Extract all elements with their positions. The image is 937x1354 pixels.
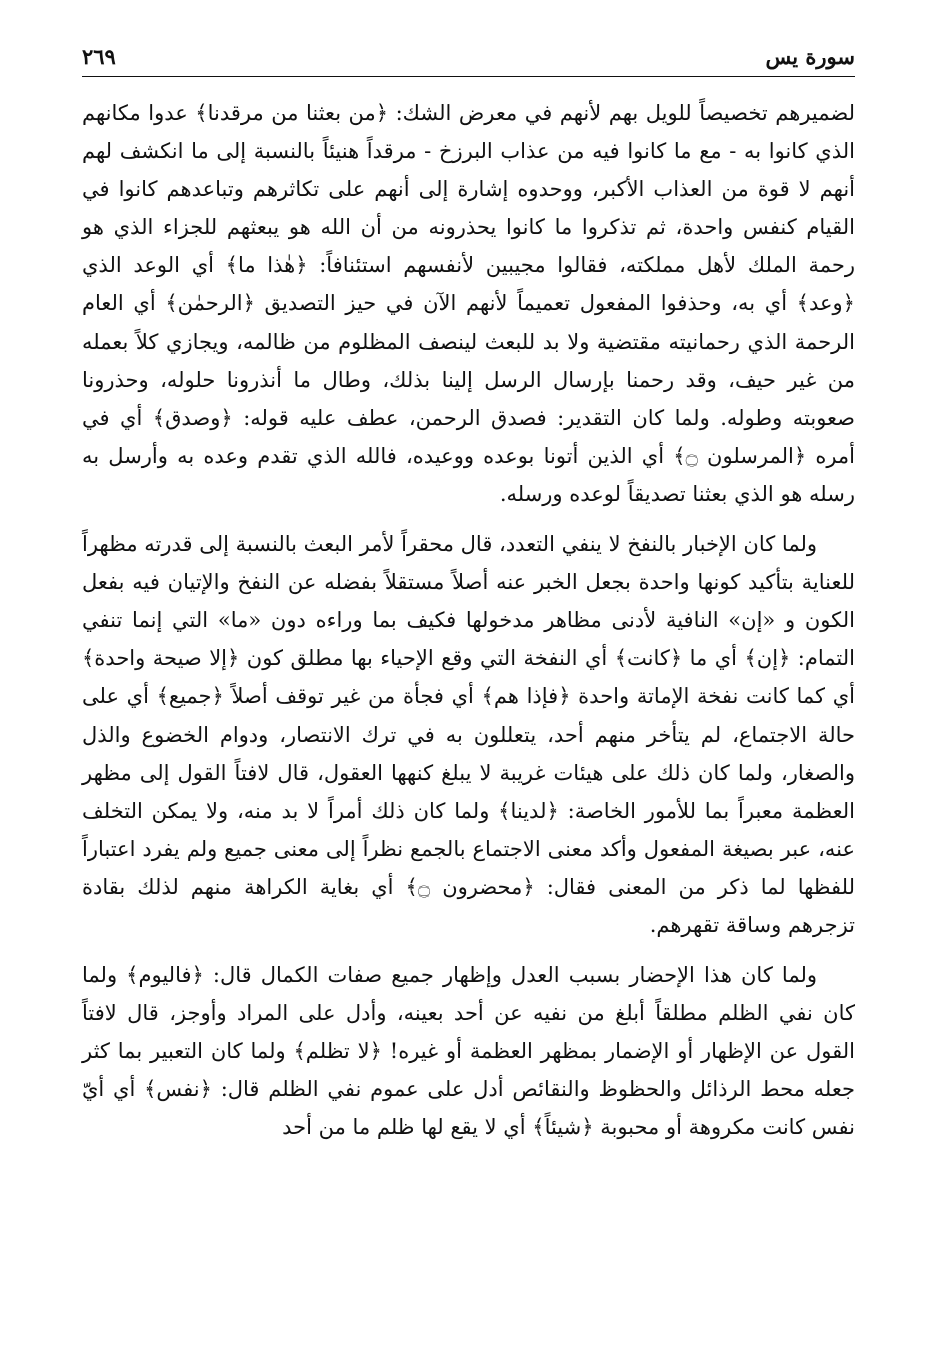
paragraph-1-text: لضميرهم تخصيصاً للويل بهم لأنهم في معرض الشك: ﴿من بعثنا من مرقدنا﴾ عدوا مكانهم الذي كانوا به - مع ما كانوا فيه من عذاب البرزخ - مرقداً هنيئاً بالنسبة إلى ما انكشف لهم أنهم لا قوة من العذاب الأكبر، ووحدوه إشارة إلى أنهم على تكاثرهم وتباعدهم كانوا في القيام كنفس واحدة، ثم تذكروا ما كانوا يحذرونه من أن الله هو يبعثهم للجزاء الذي هو رحمة الملك لأهل مملكته، فقالوا مجيبين لأنفسهم استئنافاً: ﴿هٰذا ما﴾ أي الوعد الذي ﴿وعد﴾ أي به، وحذفوا المفعول تعميماً لأنهم الآن في حيز التصديق ﴿الرحمٰن﴾ أي العام الرحمة الذي رحمانيته مقتضية ولا بد للبعث لينصف المظلوم من ظالمه، ويجازي كلاً بعمله من غير حيف، وقد رحمنا بإرسال الرسل إلينا بذلك، وطال ما أنذرونا حلوله، وحذرونا صعوبته وطوله. ولما كان التقدير: فصدق الرحمن، عطف عليه قوله: ﴿وصدق﴾ أي في أمره ﴿المرسلون ۝﴾ أي الذين أتونا بوعده ووعيده، فالله الذي تقدم وعده به وأرسل به رسله هو الذي بعثنا تصديقاً لوعده ورسله. — [82, 101, 855, 506]
paragraph-1 — [82, 94, 855, 513]
paragraph-3 — [82, 956, 855, 1146]
paragraph-2-text: ولما كان الإخبار بالنفخ لا ينفي التعدد، قال محقراً لأمر البعث بالنسبة إلى قدرته مظهراً للعناية بتأكيد كونها واحدة بجعل الخبر عنه أصلاً مستقلاً بفضله عن النفخ والإتيان فيه بفعل الكون و «إن» النافية لأدنى مظاهر مدخولها فكيف بما وراءه دون «ما» التي إنما تنفي التمام: ﴿إن﴾ أي ما ﴿كانت﴾ أي النفخة التي وقع الإحياء بها مطلق كون ﴿إلا صيحة واحدة﴾ أي كما كانت نفخة الإماتة واحدة ﴿فإذا هم﴾ أي فجأة من غير توقف أصلاً ﴿جميع﴾ أي على حالة الاجتماع، لم يتأخر منهم أحد، يتعللون به في ترك الانتصار، ودوام الخضوع والذل والصغار، ولما كان ذلك على هيئات غريبة لا يبلغ كنهها العقول، قال لافتاً القول إلى مظهر العظمة معبراً بما للأمور الخاصة: ﴿لدينا﴾ ولما كان ذلك أمراً لا بد منه، ولا يمكن التخلف عنه، عبر بصيغة المفعول وأكد معنى الاجتماع بالجمع نظراً إلى معنى جميع ولم يفرد اعتباراً للفظها لما ذكر من المعنى فقال: ﴿محضرون ۝﴾ أي بغاية الكراهة منهم لذلك بقادة تزجرهم وساقة تقهرهم. — [82, 532, 856, 937]
surah-title: سورة يس — [765, 44, 855, 69]
paragraph-2 — [82, 525, 855, 944]
page-number: ٢٦٩ — [82, 44, 116, 69]
page-header — [82, 40, 855, 77]
body-text — [82, 94, 855, 1334]
paragraph-3-text: ولما كان هذا الإحضار بسبب العدل وإظهار جميع صفات الكمال قال: ﴿فاليوم﴾ ولما كان نفي الظلم مطلقاً أبلغ من نفيه عن أحد بعينه، وأدل على المراد وأوجز، قال لافتاً القول عن الإظهار أو الإضمار بمظهر العظمة أو غيره! ﴿لا تظلم﴾ ولما كان التعبير بما كثر جعله محط الرذائل والحظوظ والنقائص أدل على عموم نفي الظلم قال: ﴿نفس﴾ أي أيّ نفس كانت مكروهة أو محبوبة ﴿شيئاً﴾ أي لا يقع لها ظلم ما من أحد — [82, 963, 855, 1140]
